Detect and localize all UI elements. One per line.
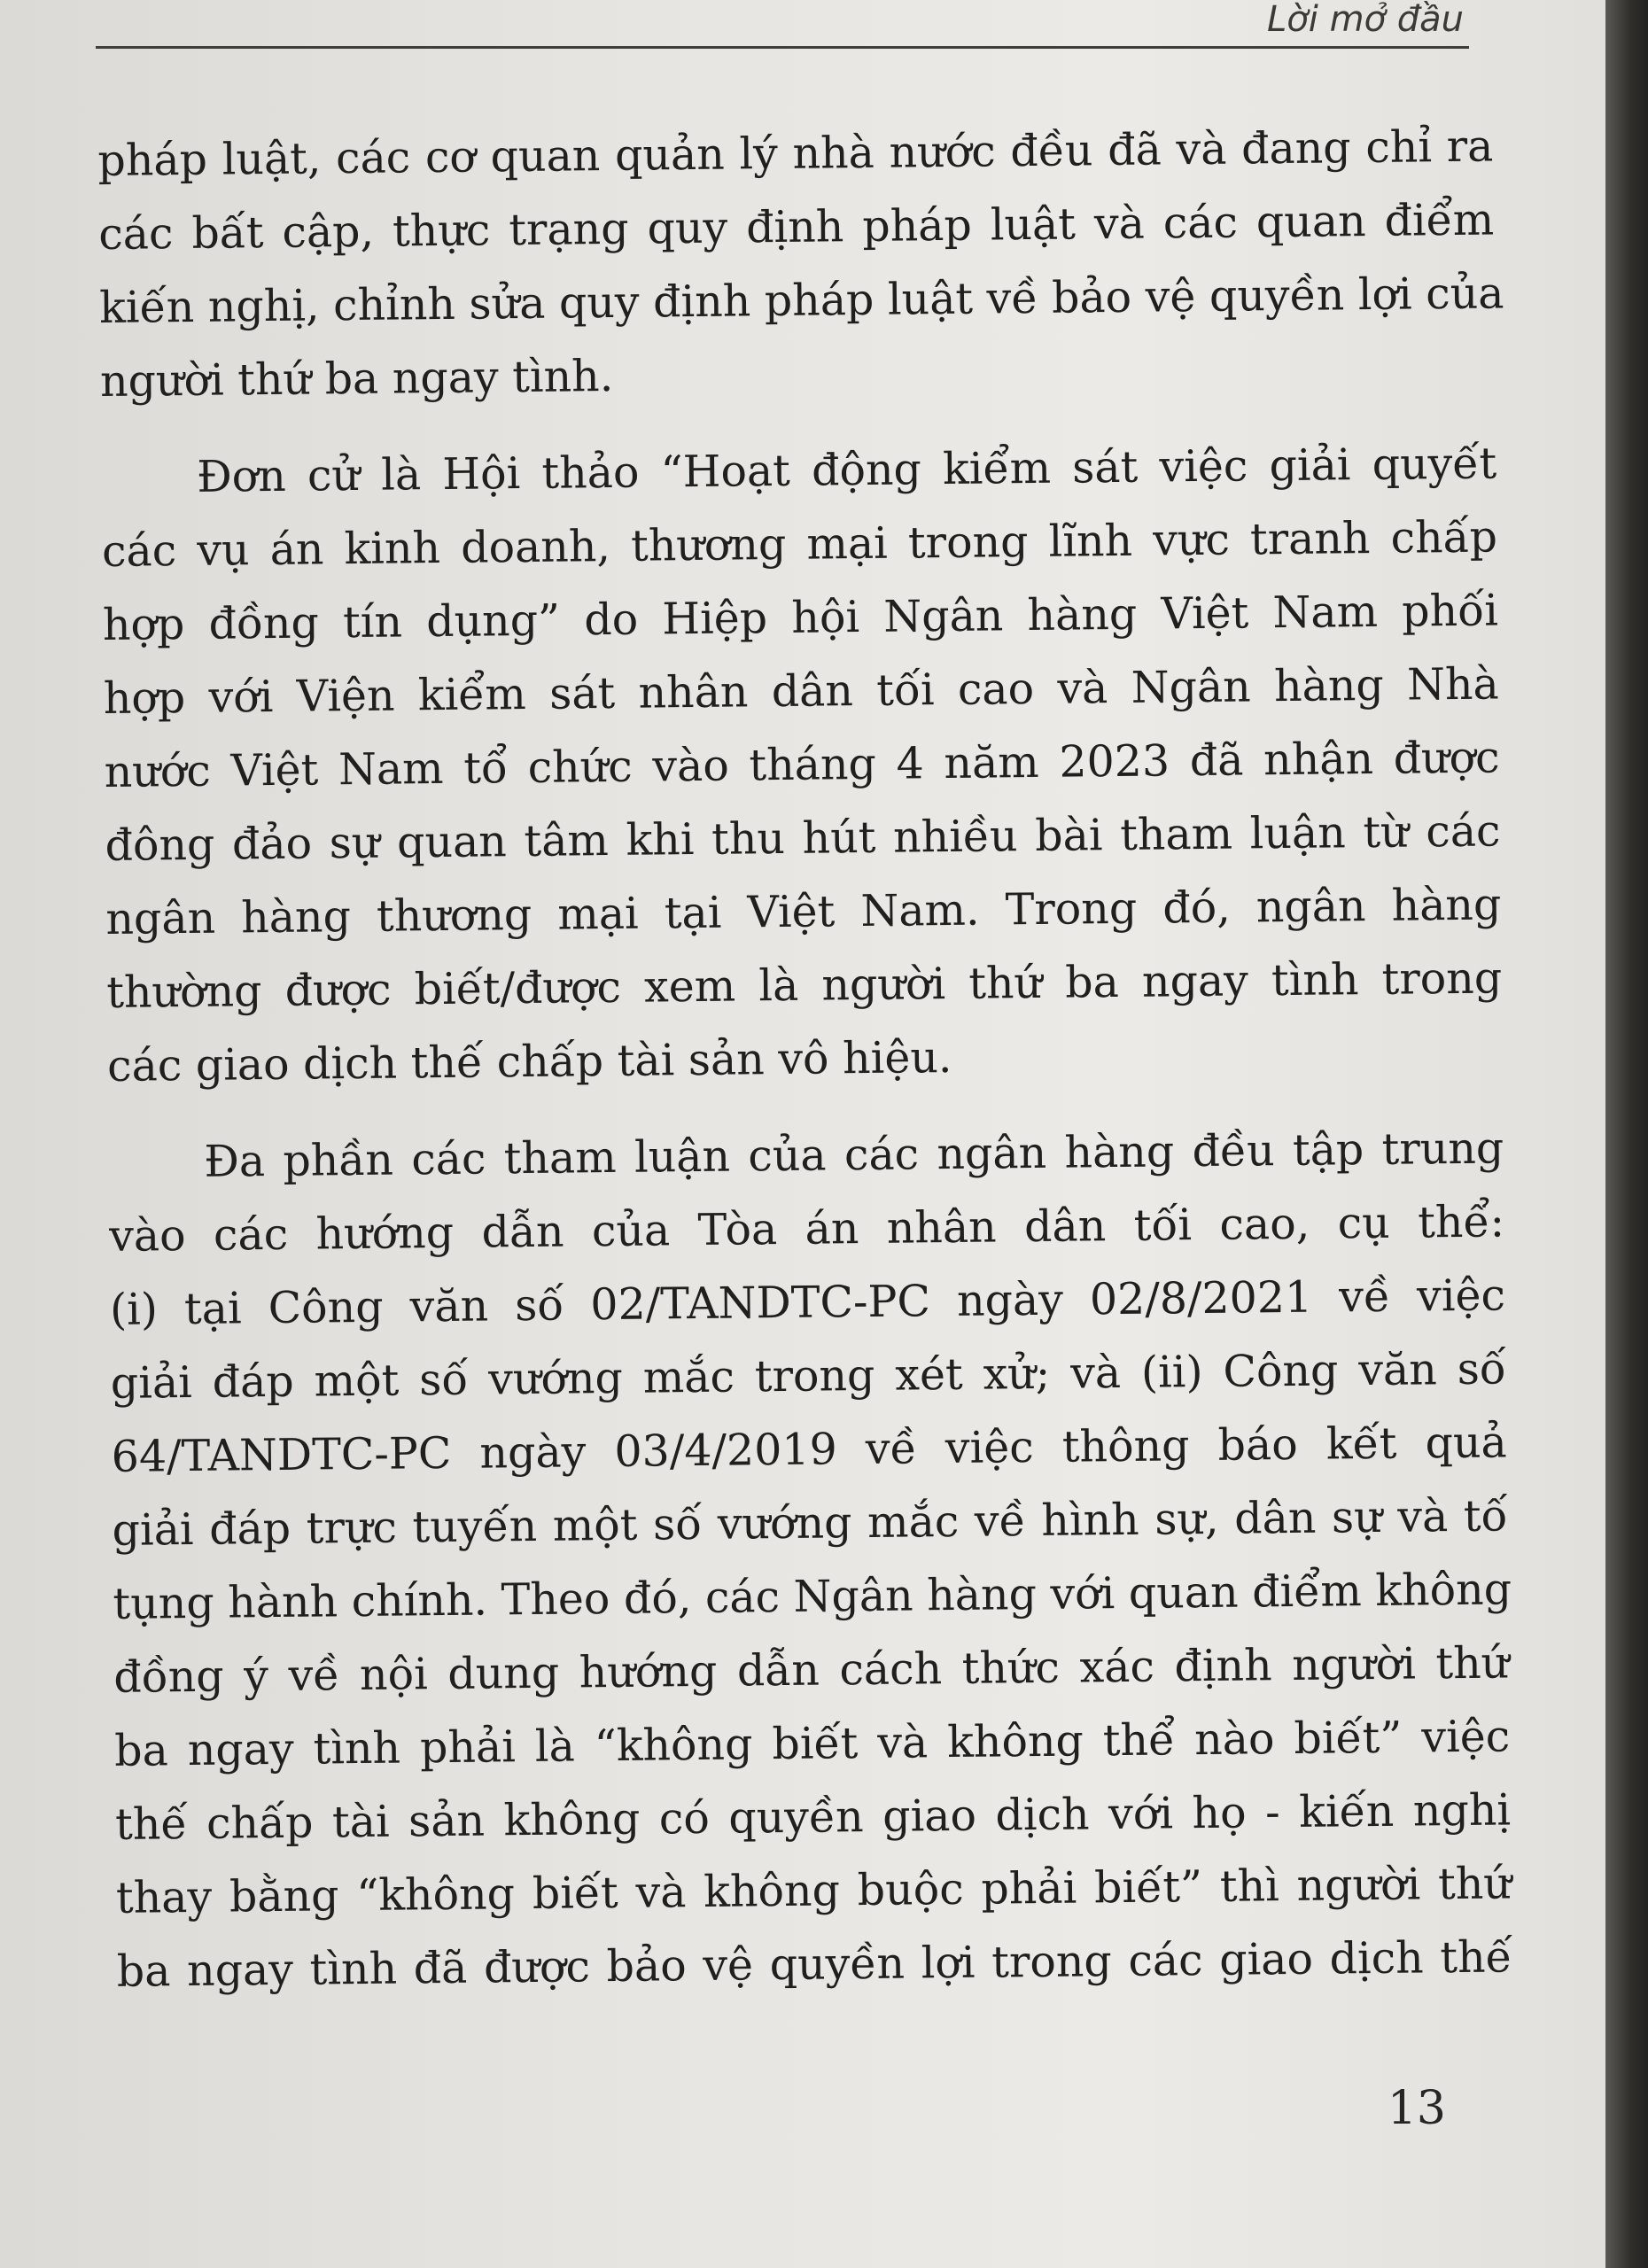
text-line: đông đảo sự quan tâm khi thu hút nhiều bài tham luận từ các	[105, 805, 1501, 871]
text-line: đồng ý về nội dung hướng dẫn cách thức xác định người thứ	[113, 1637, 1510, 1703]
text-line: pháp luật, các cơ quan quản lý nhà nước đều đã và đang chỉ ra	[97, 120, 1494, 186]
text-line: ba ngay tình đã được bảo vệ quyền lợi trong các giao dịch thế	[116, 1931, 1513, 1997]
text-line: thường được biết/được xem là người thứ ba ngay tình trong	[105, 952, 1503, 1018]
text-line: giải đáp một số vướng mắc trong xét xử; và (ii) Công văn số	[110, 1343, 1507, 1409]
paragraph-2	[101, 426, 1504, 1102]
text-line: ngân hàng thương mại tại Việt Nam. Trong đó, ngân hàng	[105, 879, 1502, 944]
text-line: các vụ án kinh doanh, thương mại trong lĩnh vực tranh chấp	[101, 511, 1498, 577]
header-rule	[96, 46, 1469, 49]
text-line: các bất cập, thực trạng quy định pháp luật và các quan điểm	[98, 194, 1495, 260]
body-text	[97, 110, 1512, 2031]
text-line: vào các hướng dẫn của Tòa án nhân dân tối cao, cụ thể:	[108, 1196, 1505, 1262]
text-line: hợp đồng tín dụng” do Hiệp hội Ngân hàng Việt Nam phối	[102, 585, 1499, 650]
text-line: các giao dịch thế chấp tài sản vô hiệu.	[106, 1031, 952, 1091]
text-line: thay bằng “không biết và không buộc phải biết” thì người thứ	[115, 1858, 1512, 1923]
text-line: thế chấp tài sản không có quyền giao dịch với họ - kiến nghị	[114, 1784, 1512, 1850]
text-line: kiến nghị, chỉnh sửa quy định pháp luật về bảo vệ quyền lợi của	[98, 268, 1504, 333]
text-line: ba ngay tình phải là “không biết và không thể nào biết” việc	[113, 1711, 1511, 1776]
running-head: Lời mở đầu	[1267, 0, 1464, 40]
text-line: tụng hành chính. Theo đó, các Ngân hàng với quan điểm không	[113, 1564, 1512, 1629]
text-line: Đa phần các tham luận của các ngân hàng đều tập trung	[203, 1122, 1504, 1187]
text-line: nước Việt Nam tổ chức vào tháng 4 năm 2023 đã nhận được	[104, 732, 1500, 797]
paragraph-3	[108, 1111, 1512, 2008]
text-line: (i) tại Công văn số 02/TANDTC-PC ngày 02/8/2021 về việc	[109, 1270, 1506, 1335]
text-line: hợp với Viện kiểm sát nhân dân tối cao và Ngân hàng Nhà	[103, 658, 1500, 724]
text-line: 64/TANDTC-PC ngày 03/4/2019 về việc thông báo kết quả	[111, 1417, 1507, 1482]
background-edge	[1605, 0, 1648, 2268]
page-number: 13	[1387, 2082, 1446, 2135]
text-line: giải đáp trực tuyến một số vướng mắc về hình sự, dân sự và tố	[112, 1490, 1508, 1556]
paragraph-1	[97, 110, 1504, 418]
text-line: Đơn cử là Hội thảo “Hoạt động kiểm sát việc giải quyết	[196, 438, 1497, 502]
text-line: người thứ ba ngay tình.	[99, 350, 614, 407]
